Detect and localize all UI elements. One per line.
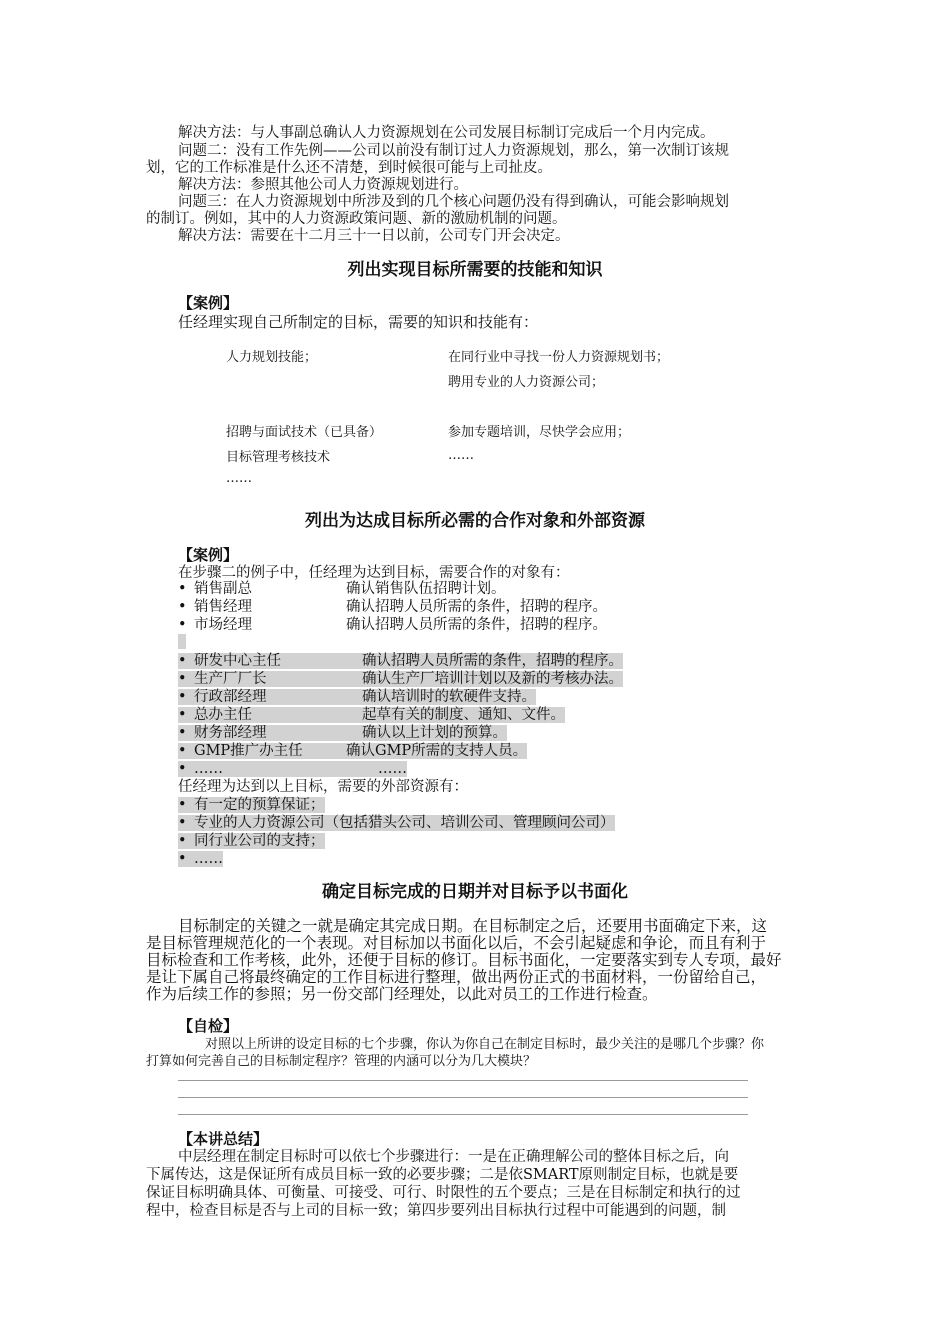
- partner-task: 起草有关的制度、通知、文件。: [362, 707, 565, 723]
- answer-line[interactable]: [178, 1097, 748, 1098]
- partner-item-highlighted: • 研发中心主任 确认招聘人员所需的条件，招聘的程序。: [178, 653, 623, 669]
- resource-item: • 专业的人力资源公司（包括猎头公司、培训公司、管理顾问公司）: [178, 815, 615, 831]
- partner-item: • 市场经理 确认招聘人员所需的条件，招聘的程序。: [178, 617, 607, 633]
- partner-role: 销售经理: [194, 599, 252, 615]
- self-check-line-2: 打算如何完善自己的目标制定程序？管理的内涵可以分为几大模块？: [146, 1054, 537, 1069]
- partner-task: 确认生产厂培训计划以及新的考核办法。: [362, 671, 623, 687]
- deadline-paragraph: [146, 918, 808, 1003]
- resource-text: 同行业公司的支持；: [194, 833, 325, 849]
- partner-role: 市场经理: [194, 617, 252, 633]
- problem-three-line: 问题三：在人力资源规划中所涉及到的几个核心问题仍没有得到确认，可能会影响规划: [178, 194, 729, 210]
- skill-left-2: 招聘与面试技术（已具备）: [226, 425, 383, 440]
- case-tag-2: 【案例】: [178, 546, 239, 564]
- solution-line-1: 解决方法：与人事副总确认人力资源规划在公司发展目标制订完成后一个月内完成。: [178, 125, 715, 141]
- case-tag: 【案例】: [178, 294, 239, 312]
- summary-line-3: 保证目标明确具体、可衡量、可接受、可行、时限性的五个要点；三是在目标制定和执行的过: [146, 1185, 741, 1201]
- section-heading-deadline: 确定目标完成的日期并对目标予以书面化: [322, 882, 628, 902]
- partner-item-highlighted: • 总办主任 起草有关的制度、通知、文件。: [178, 707, 565, 723]
- partner-task: ……: [378, 761, 407, 777]
- partner-role: 财务部经理: [194, 725, 267, 741]
- problem-two-cont: 划，它的工作标准是什么还不清楚，到时候很可能与上司扯皮。: [146, 160, 552, 176]
- resources-lead: 任经理为达到以上目标，需要的外部资源有：: [178, 779, 468, 795]
- partner-item-highlighted: • 财务部经理 确认以上计划的预算。: [178, 725, 507, 741]
- self-check-line-1: 对照以上所讲的设定目标的七个步骤，你认为你自己在制定目标时，最少关注的是哪几个步骤？你: [205, 1037, 765, 1052]
- partner-role: 行政部经理: [194, 689, 267, 705]
- skill-left-1: 人力规划技能；: [226, 350, 318, 365]
- partner-role: GMP推广办主任: [194, 743, 303, 759]
- partner-item-highlighted: • GMP推广办主任 确认GMP所需的支持人员。: [178, 743, 528, 759]
- partner-role: 研发中心主任: [194, 653, 281, 669]
- partner-task: 确认招聘人员所需的条件，招聘的程序。: [346, 617, 607, 633]
- paragraph-line: 是让下属自己将最终确定的工作目标进行整理，做出两份正式的书面材料，一份留给自己，: [146, 969, 767, 986]
- solution-line-2: 解决方法：参照其他公司人力资源规划进行。: [178, 177, 468, 193]
- paragraph-line: 是目标管理规范化的一个表现。对目标加以书面化以后，不会引起疑虑和争论，而且有利于: [146, 935, 767, 952]
- partner-role: 生产厂厂长: [194, 671, 267, 687]
- skill-right-3: 参加专题培训，尽快学会应用；: [448, 425, 631, 440]
- highlight-spacer: [178, 634, 186, 649]
- resource-item: • ……: [178, 851, 223, 867]
- skill-right-4: ……: [448, 448, 474, 463]
- summary-tag: 【本讲总结】: [178, 1130, 269, 1148]
- self-check-tag: 【自检】: [178, 1017, 239, 1035]
- partners-lead: 在步骤二的例子中，任经理为达到目标，需要合作的对象有：: [178, 565, 570, 581]
- paragraph-line: 作为后续工作的参照；另一份交部门经理处，以此对员工的工作进行检查。: [146, 986, 658, 1003]
- case-lead: 任经理实现自己所制定的目标，需要的知识和技能有：: [178, 313, 539, 331]
- partner-role: 总办主任: [194, 707, 252, 723]
- paragraph-line: 目标制定的关键之一就是确定其完成日期。在目标制定之后，还要用书面确定下来，这: [178, 918, 768, 935]
- skill-left-4: ……: [226, 471, 252, 486]
- skill-right-1: 在同行业中寻找一份人力资源规划书；: [448, 350, 670, 365]
- partner-role: ……: [194, 761, 223, 777]
- partner-task: 确认以上计划的预算。: [362, 725, 507, 741]
- partner-task: 确认GMP所需的支持人员。: [346, 743, 528, 759]
- summary-line-4: 程中，检查目标是否与上司的目标一致；第四步要列出目标执行过程中可能遇到的问题，制: [146, 1203, 726, 1219]
- answer-line[interactable]: [178, 1114, 748, 1115]
- partner-task: 确认销售队伍招聘计划。: [346, 581, 506, 597]
- section-heading-skills: 列出实现目标所需要的技能和知识: [347, 260, 603, 280]
- resource-item: • 同行业公司的支持；: [178, 833, 325, 849]
- answer-line[interactable]: [178, 1080, 748, 1081]
- paragraph-line: 目标检查和工作考核，此外，还便于目标的修订。目标书面化，一定要落实到专人专项，最好: [146, 952, 782, 969]
- resource-text: 专业的人力资源公司（包括猎头公司、培训公司、管理顾问公司）: [194, 815, 615, 831]
- partner-item: • 销售副总 确认销售队伍招聘计划。: [178, 581, 506, 597]
- skill-right-2: 聘用专业的人力资源公司；: [448, 375, 605, 390]
- partner-role: 销售副总: [194, 581, 252, 597]
- section-heading-partners: 列出为达成目标所必需的合作对象和外部资源: [305, 511, 645, 531]
- skill-left-3: 目标管理考核技术: [226, 450, 331, 465]
- partner-task: 确认培训时的软硬件支持。: [362, 689, 536, 705]
- partner-item: • 销售经理 确认招聘人员所需的条件，招聘的程序。: [178, 599, 607, 615]
- summary-line-2: 下属传达，这是保证所有成员目标一致的必要步骤；二是依SMART原则制定目标，也就是要: [146, 1167, 739, 1183]
- partner-item-highlighted: • …… ……: [178, 761, 407, 777]
- resource-item: • 有一定的预算保证；: [178, 797, 325, 813]
- partner-item-highlighted: • 生产厂厂长 确认生产厂培训计划以及新的考核办法。: [178, 671, 623, 687]
- summary-line-1: 中层经理在制定目标时可以依七个步骤进行：一是在正确理解公司的整体目标之后，向: [178, 1149, 729, 1165]
- partner-task: 确认招聘人员所需的条件，招聘的程序。: [346, 599, 607, 615]
- resource-text: 有一定的预算保证；: [194, 797, 325, 813]
- problem-two-line: 问题二：没有工作先例——公司以前没有制订过人力资源规划，那么，第一次制订该规: [178, 143, 729, 159]
- solution-line-3: 解决方法：需要在十二月三十一日以前，公司专门开会决定。: [178, 228, 570, 244]
- problem-three-cont: 的制订。例如，其中的人力资源政策问题、新的激励机制的问题。: [146, 211, 567, 227]
- partner-item-highlighted: • 行政部经理 确认培训时的软硬件支持。: [178, 689, 536, 705]
- partner-task: 确认招聘人员所需的条件，招聘的程序。: [362, 653, 623, 669]
- resource-text: ……: [194, 851, 223, 867]
